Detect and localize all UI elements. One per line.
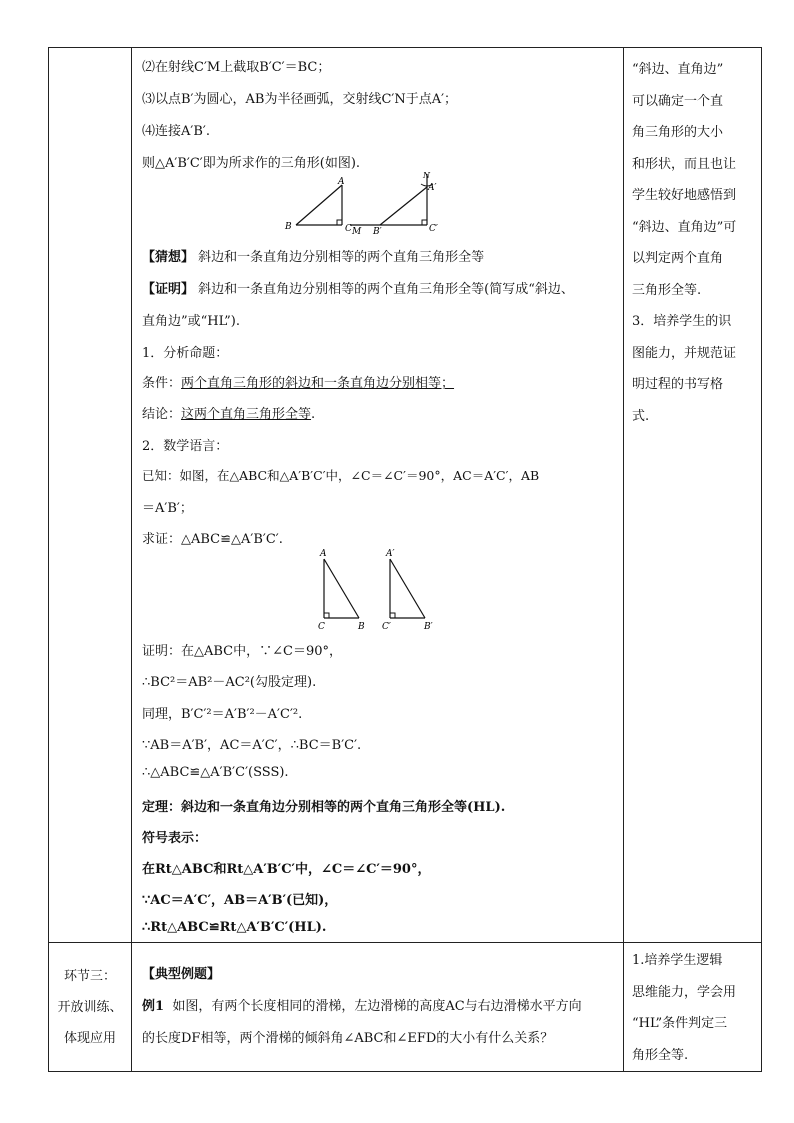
label-A-prime: A′ <box>428 183 437 193</box>
intent-line: 三角形全等. <box>632 282 702 298</box>
intent-line: 可以确定一个直 <box>632 93 724 109</box>
conclusion: 结论：这两个直角三角形全等. <box>142 407 316 422</box>
label-A: A <box>338 177 345 187</box>
intent-line: “斜边、直角边”可 <box>632 219 737 235</box>
given-line2: ＝A′B′； <box>142 501 193 516</box>
stage-cell-empty <box>49 48 132 943</box>
content-cell <box>132 48 624 943</box>
step-3: ⑶以点B′为圆心，AB为半径画弧，交射线C′N于点A′； <box>142 92 458 107</box>
step-4: ⑷连接A′B′. <box>142 124 210 139</box>
proof-step-5: ∴△ABC≌△A′B′C′(SSS). <box>142 765 289 780</box>
given-line1: 已知：如图，在△ABC和△A′B′C′中，∠C＝∠C′＝90°，AC＝A′C′，AB <box>142 468 540 483</box>
label-B-prime: B′ <box>373 227 382 235</box>
proof-step-3: 同理，B′C′²＝A′B′²－A′C′². <box>142 707 303 722</box>
proof-figure <box>302 544 442 632</box>
symbol-heading: 符号表示： <box>142 831 208 846</box>
proof-heading-cont: 直角边”或“HL”). <box>142 314 240 329</box>
intent-line: 思维能力，学会用 <box>632 984 737 1000</box>
label-B: B <box>358 622 365 632</box>
lesson-table <box>48 47 762 1072</box>
intent-line: 角三角形的大小 <box>632 125 724 140</box>
stage-label: 开放训练、 <box>57 1000 123 1015</box>
label-A: A <box>320 549 327 559</box>
table-row <box>49 48 762 943</box>
math-language: 2．数学语言： <box>142 439 229 454</box>
symbol-line-1: 在Rt△ABC和Rt△A′B′C′中，∠C＝∠C′＝90°， <box>142 862 431 877</box>
label-C-prime: C′ <box>429 224 438 234</box>
theorem: 定理：斜边和一条直角边分别相等的两个直角三角形全等(HL). <box>142 800 506 815</box>
content-cell <box>132 943 624 1072</box>
design-intent-cell <box>624 48 762 943</box>
step-2: ⑵在射线C′M上截取B′C′＝BC； <box>142 60 331 75</box>
label-M: M <box>352 227 362 235</box>
label-B: B <box>285 222 292 232</box>
intent-line: “斜边、直角边” <box>632 62 724 77</box>
label-B-prime: B′ <box>424 622 433 632</box>
symbol-line-3: ∴Rt△ABC≌Rt△A′B′C′(HL). <box>142 920 327 935</box>
prove-statement: 求证：△ABC≌△A′B′C′. <box>142 532 283 547</box>
proof-step-2: ∴BC²＝AB²－AC²(勾股定理). <box>142 675 317 690</box>
table-row <box>49 943 762 1072</box>
intent-line: 式. <box>632 408 650 424</box>
intent-line: 1.培养学生逻辑 <box>632 953 723 968</box>
intent-line: 3．培养学生的识 <box>632 314 732 329</box>
example-line-2: 的长度DF相等，两个滑梯的倾斜角∠ABC和∠EFD的大小有什么关系？ <box>142 1031 554 1046</box>
label-A-prime: A′ <box>386 549 395 559</box>
intent-line: 角形全等. <box>632 1047 689 1063</box>
label-C: C <box>318 622 325 632</box>
symbol-line-2: ∵AC＝A′C′，AB＝A′B′(已知)， <box>142 893 338 908</box>
example-heading: 【典型例题】 <box>142 967 221 982</box>
label-N: N <box>423 171 430 180</box>
stage-label: 体现应用 <box>63 1031 116 1046</box>
intent-line: 以判定两个直角 <box>632 251 724 266</box>
guess: 【猜想】 斜边和一条直角边分别相等的两个直角三角形全等 <box>142 250 485 265</box>
proof-heading: 【证明】 斜边和一条直角边分别相等的两个直角三角形全等(简写成“斜边、 <box>142 282 574 297</box>
example-line-1: 例1 如图，有两个长度相同的滑梯，左边滑梯的高度AC与右边滑梯水平方向 <box>142 999 582 1014</box>
analyze-heading: 1．分析命题： <box>142 346 229 361</box>
intent-line: 明过程的书写格 <box>632 377 724 392</box>
intent-line: 图能力，并规范证 <box>632 345 737 361</box>
intent-line: “HL”条件判定三 <box>632 1016 728 1031</box>
stage-label: 环节三： <box>63 969 116 984</box>
construction-figure <box>282 170 452 235</box>
label-C-prime: C′ <box>382 622 391 632</box>
label-C: C <box>345 224 352 234</box>
intent-line: 学生较好地感悟到 <box>632 188 737 203</box>
proof-step-4: ∵AB＝A′B′，AC＝A′C′，∴BC＝B′C′. <box>142 738 362 753</box>
stage-cell <box>49 943 132 1072</box>
condition: 条件：两个直角三角形的斜边和一条直角边分别相等； <box>142 376 455 391</box>
construction-conclusion: 则△A′B′C′即为所求作的三角形(如图). <box>142 156 361 171</box>
intent-line: 和形状，而且也让 <box>632 156 737 172</box>
proof-step-1: 证明：在△ABC中，∵∠C＝90°， <box>142 644 343 659</box>
design-intent-cell <box>624 943 762 1072</box>
